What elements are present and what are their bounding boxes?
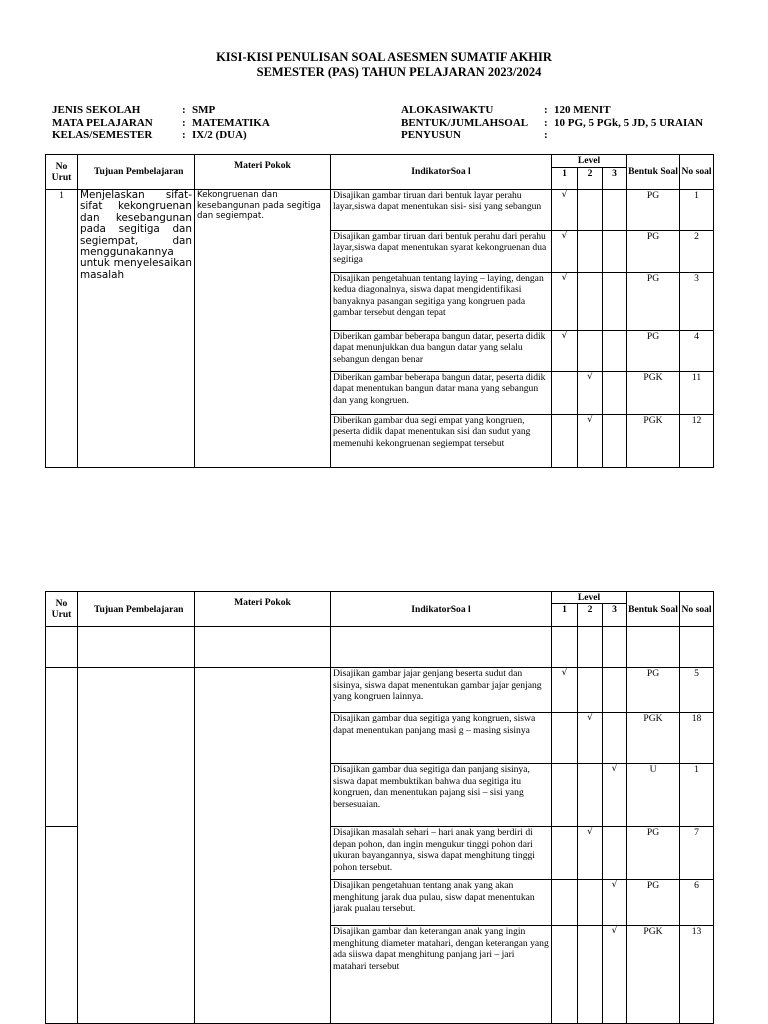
meta-row-alokasi-waktu: ALOKASIWAKTU : 120 MENIT (401, 104, 611, 116)
level-3-cell (603, 273, 627, 331)
meta-row-jenis-sekolah: JENIS SEKOLAH : SMP (52, 104, 216, 116)
meta-left (52, 104, 270, 142)
bentuk-soal-cell: PG (627, 880, 680, 926)
table-header-row (46, 592, 714, 604)
level-2-check: √ (578, 713, 603, 764)
doc-title-line2: SEMESTER (PAS) TAHUN PELAJARAN 2023/2024 (256, 65, 542, 79)
indikator-cell: Disajikan gambar dua segitiga dan panjang sisinya, siswa dapat membuktikan bahwa dua segitiga itu kongruen, dan menentukan pajang sisi – sisi yang bersesuaian. (331, 764, 552, 827)
header-materi: Materi Pokok (195, 155, 331, 190)
meta-value: 10 PG, 5 PGk, 5 JD, 5 URAIAN (554, 116, 704, 129)
level-1-cell (552, 764, 578, 827)
no-soal-cell: 12 (680, 415, 714, 468)
header-level: Level (552, 592, 627, 604)
no-soal-cell: 1 (680, 764, 714, 827)
header-level-2: 2 (578, 168, 603, 190)
bentuk-soal-cell: PG (627, 273, 680, 331)
kisi-kisi-table-1 (45, 154, 714, 468)
header-bentuk: Bentuk Soal (627, 592, 680, 627)
header-tujuan: Tujuan Pembelajaran (78, 592, 195, 627)
bentuk-soal-cell: PG (627, 827, 680, 880)
level-2-cell (578, 190, 603, 231)
header-no-urut: No Urut (46, 155, 78, 190)
level-2-cell (578, 880, 603, 926)
level-2-check: √ (578, 372, 603, 415)
meta-label: ALOKASIWAKTU (401, 104, 494, 116)
no-soal-cell: 3 (680, 273, 714, 331)
meta-label: MATA PELAJARAN (52, 116, 153, 129)
no-soal-cell: 2 (680, 231, 714, 273)
indikator-cell: Disajikan pengetahuan tentang laying – laying, dengan kedua diagonalnya, siswa dapat mengidentifikasi banyaknya pasangan segitiga yang kongruen pada gambar tersebut dengan tepat (331, 273, 552, 331)
level-1-check: √ (552, 190, 578, 231)
bentuk-soal-cell: PG (627, 331, 680, 372)
bentuk-soal-cell: U (627, 764, 680, 827)
no-urut-cell (46, 668, 78, 827)
level-2-check: √ (578, 827, 603, 880)
header-indikator: IndikatorSoa l (331, 155, 552, 190)
indikator-cell: Diberikan gambar beberapa bangun datar, peserta didik dapat menentukan bangun datar mana yang sebangun dan yang kongruen. (331, 372, 552, 415)
meta-row-kelas-semester: KELAS/SEMESTER : IX/2 (DUA) (52, 129, 247, 141)
level-1-cell (552, 926, 578, 1024)
meta-label: JENIS SEKOLAH (52, 104, 141, 116)
meta-right (401, 104, 703, 142)
no-soal-cell: 7 (680, 827, 714, 880)
table-row (46, 668, 714, 713)
meta-value: SMP (192, 104, 216, 116)
bentuk-soal-cell: PG (627, 668, 680, 713)
level-2-cell (578, 231, 603, 273)
indikator-cell: Disajikan gambar dua segitiga yang kongruen, siswa dapat menentukan panjang masi g – masing sisinya (331, 713, 552, 764)
no-urut-cell: 1 (46, 190, 78, 468)
level-1-check: √ (552, 668, 578, 713)
indikator-cell: Disajikan gambar jajar genjang beserta sudut dan sisinya, siswa dapat menentukan gambar jajar genjang yang kongruen lainnya. (331, 668, 552, 713)
level-3-cell (603, 190, 627, 231)
no-soal-cell: 11 (680, 372, 714, 415)
no-soal-cell: 1 (680, 190, 714, 231)
indikator-cell: Diberikan gambar dua segi empat yang kongruen, peserta didik dapat menentukan sisi dan sudut yang memenuhi kekongruenan segiempat tersebut (331, 415, 552, 468)
bentuk-soal-cell: PGK (627, 372, 680, 415)
level-3-cell (603, 713, 627, 764)
bentuk-soal-cell: PG (627, 190, 680, 231)
indikator-cell: Disajikan masalah sehari – hari anak yang berdiri di depan pohon, dan ingin mengukur tinggi pohon dari ukuran bayangannya, siswa dapat menghitung tinggi pohon tersebut. (331, 827, 552, 880)
header-level-1: 1 (552, 604, 578, 627)
no-soal-cell: 4 (680, 331, 714, 372)
level-2-cell (578, 273, 603, 331)
header-level-3: 3 (603, 168, 627, 190)
level-3-check: √ (603, 880, 627, 926)
level-3-check: √ (603, 926, 627, 1024)
table-empty-row (46, 627, 714, 668)
header-level-3: 3 (603, 604, 627, 627)
level-3-cell (603, 231, 627, 273)
level-2-cell (578, 926, 603, 1024)
tujuan-cell (78, 668, 195, 1024)
bentuk-soal-cell: PGK (627, 713, 680, 764)
header-bentuk: Bentuk Soal (627, 155, 680, 190)
level-3-check: √ (603, 764, 627, 827)
indikator-cell: Diberikan gambar beberapa bangun datar, peserta didik dapat menunjukkan dua bangun datar yang selalu sebangun dengan benar (331, 331, 552, 372)
level-2-check: √ (578, 415, 603, 468)
header-no-soal: No soal (680, 155, 714, 190)
no-soal-cell: 13 (680, 926, 714, 1024)
meta-value: IX/2 (DUA) (192, 129, 247, 141)
level-2-cell (578, 331, 603, 372)
level-1-cell (552, 880, 578, 926)
table-row (46, 190, 714, 231)
no-soal-cell: 18 (680, 713, 714, 764)
bentuk-soal-cell: PGK (627, 926, 680, 1024)
bentuk-soal-cell: PGK (627, 415, 680, 468)
level-1-check: √ (552, 273, 578, 331)
indikator-cell: Disajikan pengetahuan tentang anak yang akan menghitung jarak dua pulau, sisw dapat menentukan jarak pualau tersebut. (331, 880, 552, 926)
indikator-cell: Disajikan gambar dan keterangan anak yang ingin menghitung diameter matahari, dengan keterangan yang ada siiswa dapat menghitung panjang jari – jari matahari tersebut (331, 926, 552, 1024)
meta-label: PENYUSUN (401, 129, 461, 141)
meta-label: BENTUK/JUMLAHSOAL (401, 116, 529, 129)
meta-label: KELAS/SEMESTER (52, 129, 153, 141)
level-1-cell (552, 827, 578, 880)
header-indikator: IndikatorSoa l (331, 592, 552, 627)
header-level: Level (552, 155, 627, 168)
header-level-2: 2 (578, 604, 603, 627)
tujuan-cell: Menjelaskan sifat-sifat kekongruenan dan kesebangunan pada segitiga dan segiempat, dan menggunakannya untuk menyelesaikan masalah (78, 190, 195, 468)
level-3-cell (603, 668, 627, 713)
meta-row-mata-pelajaran: MATA PELAJARAN : MATEMATIKA (52, 116, 270, 129)
header-no-soal: No soal (680, 592, 714, 627)
level-1-cell (552, 415, 578, 468)
header-no-urut: No Urut (46, 592, 78, 627)
level-1-check: √ (552, 331, 578, 372)
meta-row-penyusun: PENYUSUN : (401, 129, 548, 141)
no-soal-cell: 5 (680, 668, 714, 713)
materi-cell: Kekongruenan dan kesebangunan pada segitiga dan segiempat. (195, 190, 331, 468)
level-3-cell (603, 331, 627, 372)
header-materi: Materi Pokok (195, 592, 331, 627)
level-3-cell (603, 372, 627, 415)
level-1-cell (552, 372, 578, 415)
level-1-check: √ (552, 231, 578, 273)
table-header-row (46, 155, 714, 168)
doc-title-line1: KISI-KISI PENULISAN SOAL ASESMEN SUMATIF AKHIR (216, 50, 552, 64)
indikator-cell: Disajikan gambar tiruan dari bentuk layar perahu layar,siswa dapat menentukan sisi- sisi yang sebangun (331, 190, 552, 231)
materi-cell (195, 668, 331, 1024)
kisi-kisi-table-2 (45, 591, 714, 1024)
level-2-cell (578, 764, 603, 827)
meta-value: 120 MENIT (554, 104, 611, 116)
indikator-cell: Disajikan gambar tiruan dari bentuk perahu dari perahu layar,siswa dapat menentukan syarat kekongruenan dua segitiga (331, 231, 552, 273)
level-1-cell (552, 713, 578, 764)
header-level-1: 1 (552, 168, 578, 190)
level-2-cell (578, 668, 603, 713)
header-tujuan: Tujuan Pembelajaran (78, 155, 195, 190)
meta-value: MATEMATIKA (192, 116, 270, 129)
level-3-cell (603, 827, 627, 880)
level-3-cell (603, 415, 627, 468)
meta-row-bentuk-jumlah-soal: BENTUK/JUMLAHSOAL : 10 PG, 5 PGk, 5 JD, 5 URAIAN (401, 116, 704, 129)
no-soal-cell: 6 (680, 880, 714, 926)
no-urut-cell (46, 827, 78, 1024)
bentuk-soal-cell: PG (627, 231, 680, 273)
